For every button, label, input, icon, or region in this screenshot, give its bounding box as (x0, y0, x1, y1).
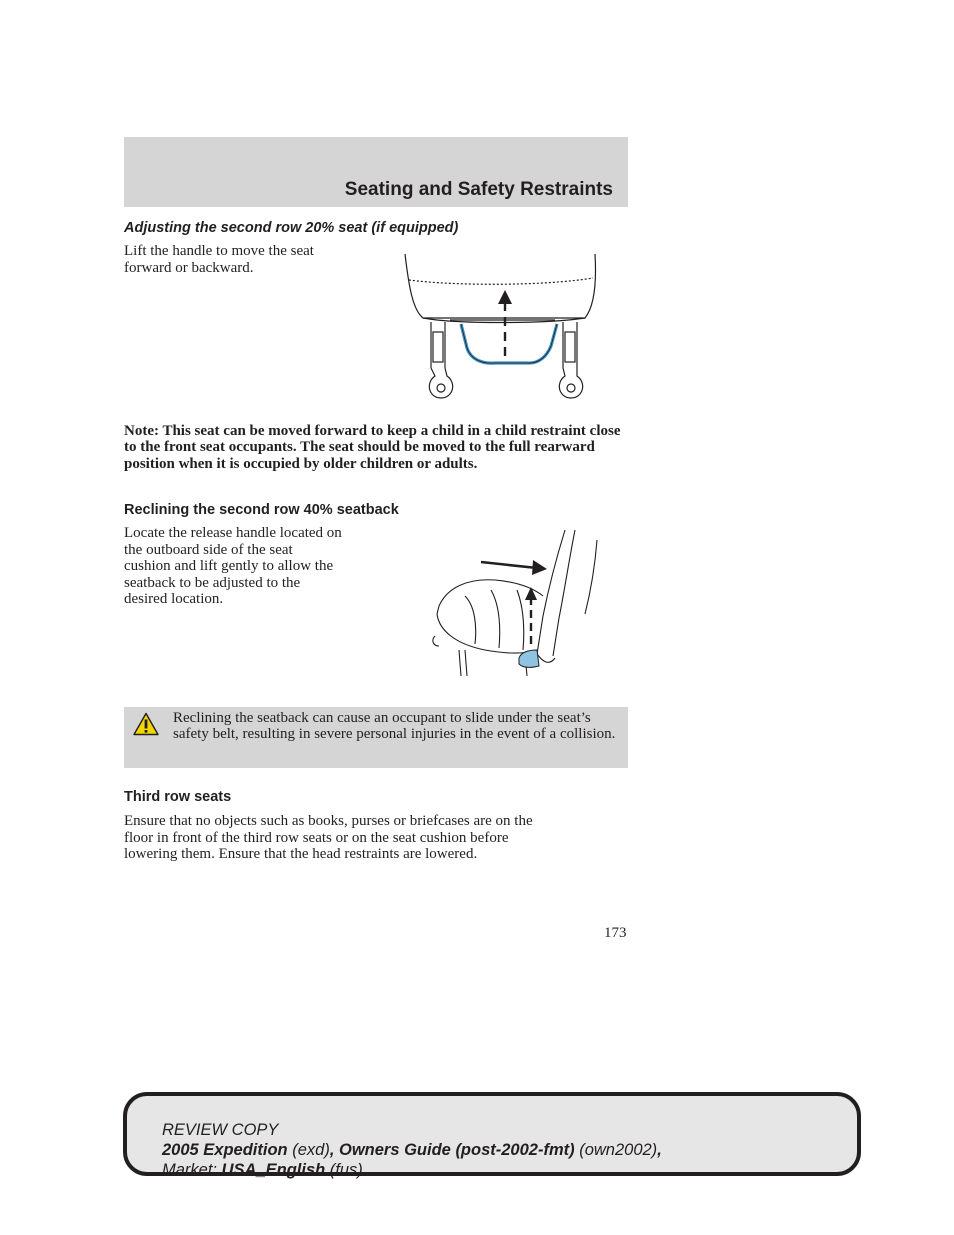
review-copy-footer (123, 1092, 861, 1179)
guide-code: (own2002) (574, 1141, 658, 1159)
text-line: seatback to be adjusted to the (124, 574, 301, 591)
guide-name: , Owners Guide (post-2002-fmt) (329, 1141, 575, 1159)
text-line: lowering them. Ensure that the head restraints are lowered. (124, 846, 478, 862)
third-row-instructions (124, 813, 533, 863)
heading-adjust-second-row: Adjusting the second row 20% seat (if equipped) (124, 220, 459, 236)
market-label: Market: (162, 1161, 222, 1179)
section-header-band (124, 137, 628, 207)
seat-adjust-illustration (395, 248, 610, 408)
heading-third-row: Third row seats (124, 789, 232, 805)
text-line: Ensure that no objects such as books, purses or briefcases are on the (124, 813, 533, 829)
seatback-recline-illustration (425, 526, 610, 678)
text-line: floor in front of the third row seats or on the seat cushion before (124, 829, 509, 846)
document-title-line (162, 1140, 662, 1160)
model-name: 2005 Expedition (162, 1141, 288, 1159)
market-line (162, 1160, 662, 1180)
text-line: cushion and lift gently to allow the (124, 558, 334, 574)
section-title: Seating and Safety Restraints (344, 179, 613, 200)
text-line: the outboard side of the seat (124, 541, 293, 558)
note-paragraph: Note: This seat can be moved forward to keep a child in a child restraint close to the front seat occupants. The seat should be moved to the full rearward position when it is occupied by older children or adults. (124, 423, 621, 472)
market-name: USA_English (221, 1161, 326, 1179)
text-line: Locate the release handle located on (124, 525, 342, 541)
recline-instructions (124, 525, 342, 608)
adjust-instructions (124, 243, 314, 276)
page-number: 173 (604, 925, 627, 941)
text-line: Lift the handle to move the seat (124, 243, 314, 259)
text-line: desired location. (124, 591, 224, 607)
warning-box (124, 707, 628, 768)
separator: , (657, 1141, 662, 1159)
model-code: (exd) (287, 1141, 330, 1159)
heading-recline-seatback: Reclining the second row 40% seatback (124, 502, 399, 518)
warning-text: Reclining the seatback can cause an occupant to slide under the seat’s safety belt, resulting in severe personal injuries in the event of a collision. (173, 710, 616, 743)
text-line: forward or backward. (124, 259, 254, 276)
review-copy-label: REVIEW COPY (162, 1121, 279, 1139)
market-code: (fus) (325, 1161, 363, 1179)
